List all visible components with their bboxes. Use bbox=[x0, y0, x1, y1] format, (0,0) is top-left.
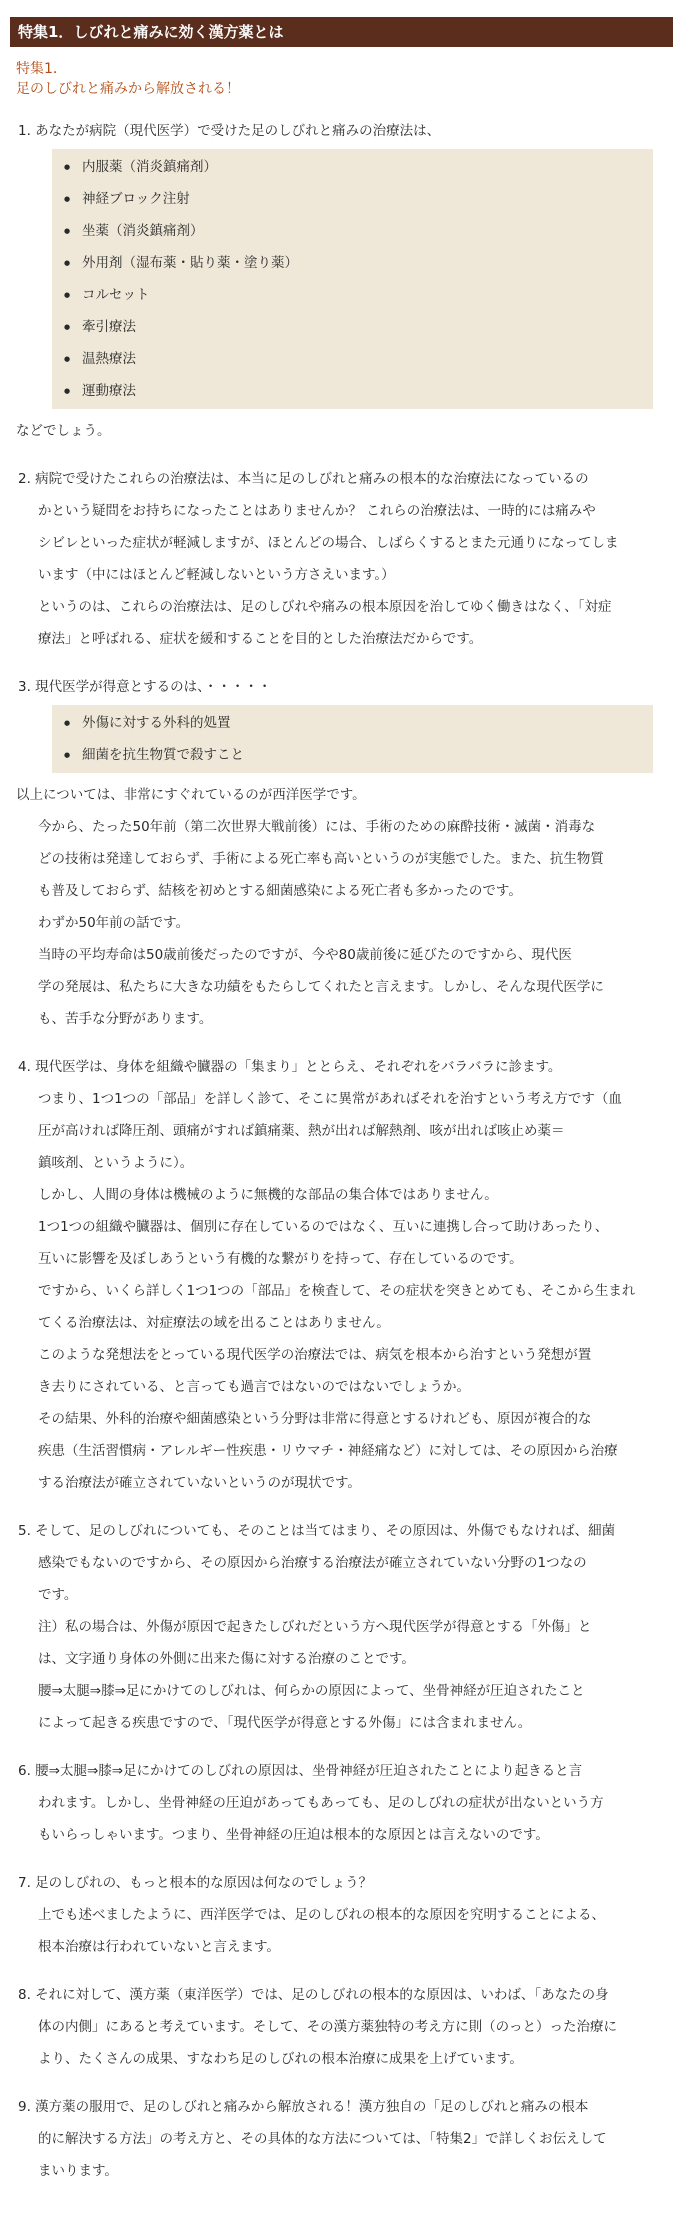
section-8 bbox=[10, 1979, 673, 2075]
section-5 bbox=[10, 1515, 673, 1739]
paragraph-line: 上でも述べましたように、西洋医学では、足のしびれの根本的な原因を究明することによる、 bbox=[38, 1907, 605, 1923]
paragraph-line: 7. 足のしびれの、もっと根本的な原因は何なのでしょう？ bbox=[18, 1875, 373, 1891]
paragraph-line: 根本治療は行われていないと言えます。 bbox=[38, 1939, 280, 1955]
paragraph-line: というのは、これらの治療法は、足のしびれや痛みの根本原因を治してゆく働きはなく、「対症 bbox=[38, 599, 612, 615]
section-7 bbox=[10, 1867, 673, 1963]
paragraph-line: 互いに影響を及ぼしあうという有機的な繋がりを持って、存在しているのです。 bbox=[38, 1251, 523, 1267]
list-item: ● 外傷に対する外科的処置 bbox=[64, 707, 653, 739]
section-3-intro: 3. 現代医学が得意とするのは、・・・・・ bbox=[18, 679, 272, 695]
paragraph-line: によって起きる疾患ですので、「現代医学が得意とする外傷」には含まれません。 bbox=[38, 1715, 532, 1731]
paragraph-line: き去りにされている、と言っても過言ではないのではないでしょうか。 bbox=[38, 1379, 470, 1395]
list-item: ● 外用剤（湿布薬・貼り薬・塗り薬） bbox=[64, 247, 653, 279]
paragraph-line: われます。しかし、坐骨神経の圧迫があってもあっても、足のしびれの症状が出ないという方 bbox=[38, 1795, 604, 1811]
paragraph-line: このような発想法をとっている現代医学の治療法では、病気を根本から治すという発想が置 bbox=[38, 1347, 592, 1363]
list-item: ● 運動療法 bbox=[64, 375, 653, 407]
paragraph-line: より、たくさんの成果、すなわち足のしびれの根本治療に成果を上げています。 bbox=[38, 2051, 523, 2067]
paragraph-line: てくる治療法は、対症療法の域を出ることはありません。 bbox=[38, 1315, 390, 1331]
list-item: ● 神経ブロック注射 bbox=[64, 183, 653, 215]
section-6 bbox=[10, 1755, 673, 1851]
feature-subtitle bbox=[16, 59, 673, 99]
paragraph-line: も普及しておらず、結核を初めとする細菌感染による死亡者も多かったのです。 bbox=[38, 883, 522, 899]
paragraph-line: しかし、人間の身体は機械のように無機的な部品の集合体ではありません。 bbox=[38, 1187, 498, 1203]
paragraph-line: どの技術は発達しておらず、手術による死亡率も高いというのが実態でした。また、抗生物質 bbox=[38, 851, 604, 867]
paragraph-line: は、文字通り身体の外側に出来た傷に対する治療のことです。 bbox=[38, 1651, 415, 1667]
paragraph-line: 感染でもないのですから、その原因から治療する治療法が確立されていない分野の1つなの bbox=[38, 1555, 587, 1571]
paragraph-line: 1つ1つの組織や臓器は、個別に存在しているのではなく、互いに連携し合って助けあったり、 bbox=[38, 1219, 609, 1235]
list-item: ● 牽引療法 bbox=[64, 311, 653, 343]
paragraph-line: です。 bbox=[38, 1587, 78, 1603]
section-4 bbox=[10, 1051, 673, 1499]
subtitle-line: 特集1． bbox=[16, 61, 67, 77]
section-1-intro: 1. あなたが病院（現代医学）で受けた足のしびれと痛みの治療法は、 bbox=[18, 123, 441, 139]
paragraph-line: 今から、たった50年前（第二次世界大戦前後）には、手術のための麻酔技術・滅菌・消毒な bbox=[38, 819, 596, 835]
paragraph-line: も、苦手な分野があります。 bbox=[38, 1011, 213, 1027]
paragraph-line: 療法」と呼ばれる、症状を緩和することを目的とした治療法だからです。 bbox=[38, 631, 483, 647]
section-2 bbox=[10, 463, 673, 655]
paragraph-line: 2. 病院で受けたこれらの治療法は、本当に足のしびれと痛みの根本的な治療法になっているの bbox=[18, 471, 589, 487]
subtitle-line: 足のしびれと痛みから解放される！ bbox=[16, 81, 240, 97]
list-item: ● 細菌を抗生物質で殺すこと bbox=[64, 739, 653, 771]
paragraph-line: つまり、1つ1つの「部品」を詳しく診て、そこに異常があればそれを治すという考え方です（血 bbox=[38, 1091, 622, 1107]
list-item: ● 温熱療法 bbox=[64, 343, 653, 375]
list-item: ● 坐薬（消炎鎮痛剤） bbox=[64, 215, 653, 247]
paragraph-line: ですから、いくら詳しく1つ1つの「部品」を検査して、その症状を突きとめても、そこから生まれ bbox=[38, 1283, 636, 1299]
paragraph-line: シビレといった症状が軽減しますが、ほとんどの場合、しばらくするとまた元通りになってしま bbox=[38, 535, 619, 551]
section-1-outro: などでしょう。 bbox=[16, 423, 111, 439]
paragraph-line: います（中にはほとんど軽減しないという方さえいます。） bbox=[38, 567, 395, 583]
page bbox=[0, 17, 679, 2231]
section-1 bbox=[10, 115, 673, 447]
paragraph-line: 当時の平均寿命は50歳前後だったのですが、今や80歳前後に延びたのですから、現代医 bbox=[38, 947, 572, 963]
list-item: ● コルセット bbox=[64, 279, 653, 311]
paragraph-line: その結果、外科的治療や細菌感染という分野は非常に得意とするけれども、原因が複合的な bbox=[38, 1411, 592, 1427]
paragraph-line: 6. 腰⇒太腿⇒膝⇒足にかけてのしびれの原因は、坐骨神経が圧迫されたことにより起きると言 bbox=[18, 1763, 583, 1779]
strength-list bbox=[52, 705, 653, 773]
paragraph-line: 9. 漢方薬の服用で、足のしびれと痛みから解放される！漢方独自の「足のしびれと痛みの根本 bbox=[18, 2099, 589, 2115]
paragraph-line: 5. そして、足のしびれについても、そのことは当てはまり、その原因は、外傷でもなければ、細菌 bbox=[18, 1523, 616, 1539]
page-title: 特集1．しびれと痛みに効く漢方薬とは bbox=[10, 17, 673, 47]
section-3 bbox=[10, 671, 673, 1035]
paragraph-line: もいらっしゃいます。つまり、坐骨神経の圧迫は根本的な原因とは言えないのです。 bbox=[38, 1827, 549, 1843]
paragraph-line: 以上については、非常にすぐれているのが西洋医学です。 bbox=[16, 787, 366, 803]
section-9 bbox=[10, 2091, 673, 2187]
paragraph-line: 鎮咳剤、というように）。 bbox=[38, 1155, 194, 1171]
paragraph-line: 腰⇒太腿⇒膝⇒足にかけてのしびれは、何らかの原因によって、坐骨神経が圧迫されたこと bbox=[38, 1683, 585, 1699]
paragraph-line: する治療法が確立されていないというのが現状です。 bbox=[38, 1475, 361, 1491]
list-item: ● 内服薬（消炎鎮痛剤） bbox=[64, 151, 653, 183]
paragraph-line: 体の内側」にあると考えています。そして、その漢方薬独特の考え方に則（のっと）った治療に bbox=[38, 2019, 618, 2035]
paragraph-line: 学の発展は、私たちに大きな功績をもたらしてくれたと言えます。しかし、そんな現代医学に bbox=[38, 979, 604, 995]
paragraph-line: 的に解決する方法」の考え方と、その具体的な方法については、「特集2」で詳しくお伝えして bbox=[38, 2131, 607, 2147]
paragraph-line: まいります。 bbox=[38, 2163, 118, 2179]
treatment-list bbox=[52, 149, 653, 409]
paragraph-line: 8. それに対して、漢方薬（東洋医学）では、足のしびれの根本的な原因は、いわば、「あなたの身 bbox=[18, 1987, 609, 2003]
paragraph-line: 4. 現代医学は、身体を組織や臓器の「集まり」ととらえ、それぞれをバラバラに診ます。 bbox=[18, 1059, 562, 1075]
paragraph-line: かという疑問をお持ちになったことはありませんか？ これらの治療法は、一時的には痛みや bbox=[38, 503, 596, 519]
paragraph-line: 疾患（生活習慣病・アレルギー性疾患・リウマチ・神経痛など）に対しては、その原因から治療 bbox=[38, 1443, 618, 1459]
paragraph-line: わずか50年前の話です。 bbox=[38, 915, 190, 931]
paragraph-line: 注）私の場合は、外傷が原因で起きたしびれだという方へ現代医学が得意とする「外傷」と bbox=[38, 1619, 592, 1635]
paragraph-line: 圧が高ければ降圧剤、頭痛がすれば鎮痛薬、熱が出れば解熱剤、咳が出れば咳止め薬＝ bbox=[38, 1123, 565, 1139]
